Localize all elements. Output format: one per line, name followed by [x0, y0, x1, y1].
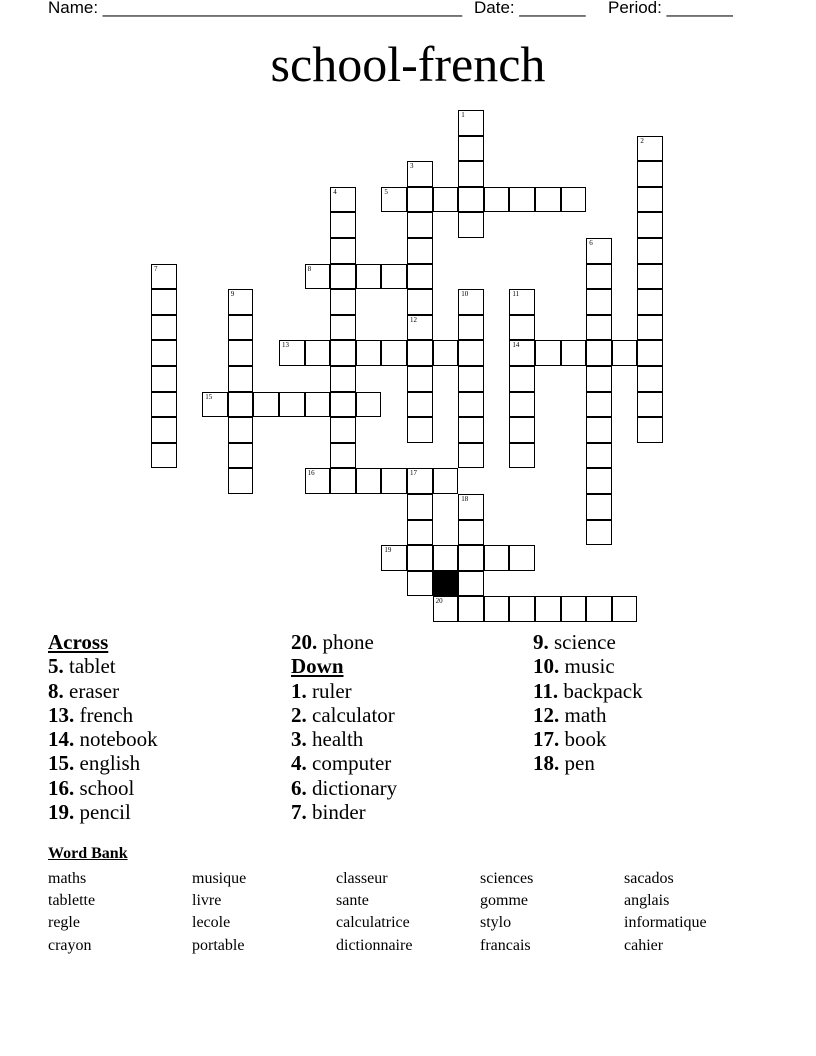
crossword-cell[interactable] — [253, 392, 279, 418]
crossword-cell[interactable] — [637, 366, 663, 392]
crossword-cell[interactable] — [356, 392, 382, 418]
word-bank-item: cahier — [624, 937, 664, 954]
crossword-cell[interactable] — [484, 596, 510, 622]
clue-number: 15 — [205, 392, 213, 401]
word-bank-item: musique — [192, 870, 247, 887]
crossword-cell[interactable] — [407, 161, 433, 187]
crossword-cell[interactable] — [151, 417, 177, 443]
crossword-cell[interactable] — [330, 264, 356, 290]
word-bank-item: stylo — [480, 914, 512, 931]
word-bank-item: gomme — [480, 892, 528, 909]
crossword-cell[interactable] — [509, 392, 535, 418]
clue-down-7: 7. binder — [291, 800, 366, 825]
clue-across-20: 20. phone — [291, 630, 374, 654]
word-bank-item: dictionnaire — [336, 937, 413, 954]
crossword-cell[interactable] — [151, 289, 177, 315]
crossword-cell[interactable] — [535, 340, 561, 366]
crossword-cell[interactable] — [381, 264, 407, 290]
clue-across-8: 8. eraser — [48, 678, 120, 703]
clues-column-3 — [533, 630, 643, 776]
clue-down-3: 3. health — [291, 727, 364, 752]
crossword-cell[interactable] — [228, 289, 254, 315]
crossword-cell[interactable] — [509, 289, 535, 315]
crossword-cell[interactable] — [407, 340, 433, 366]
crossword-cell[interactable] — [586, 366, 612, 392]
clue-number: 20 — [435, 597, 443, 606]
clue-down-11: 11. backpack — [533, 678, 643, 703]
crossword-cell[interactable] — [407, 520, 433, 546]
page-title: school-french — [270, 36, 546, 92]
word-bank-item: classeur — [336, 870, 388, 887]
crossword-cell[interactable] — [509, 443, 535, 469]
crossword-cell[interactable] — [356, 340, 382, 366]
crossword-cell[interactable] — [279, 392, 305, 418]
crossword-cell[interactable] — [458, 392, 484, 418]
clue-across-5: 5. tablet — [48, 654, 116, 679]
crossword-cell[interactable] — [586, 468, 612, 494]
crossword-cell[interactable] — [458, 571, 484, 597]
crossword-cell[interactable] — [381, 340, 407, 366]
crossword-cell[interactable] — [458, 136, 484, 162]
crossword-cell[interactable] — [330, 468, 356, 494]
crossword-cell[interactable] — [330, 366, 356, 392]
name-field-label: Name: ______________________________________ — [48, 0, 463, 17]
word-bank-item: lecole — [192, 914, 231, 931]
crossword-cell[interactable] — [330, 289, 356, 315]
crossword-cell[interactable] — [228, 392, 254, 418]
word-bank-item: portable — [192, 937, 245, 954]
crossword-cell[interactable] — [509, 596, 535, 622]
crossword-cell[interactable] — [586, 596, 612, 622]
crossword-cell[interactable] — [433, 187, 459, 213]
crossword-cell[interactable] — [586, 392, 612, 418]
crossword-cell[interactable] — [586, 289, 612, 315]
crossword-cell[interactable] — [637, 392, 663, 418]
crossword-cell[interactable] — [612, 596, 638, 622]
clue-number: 8 — [307, 264, 312, 273]
crossword-cell[interactable] — [586, 340, 612, 366]
crossword-cell[interactable] — [202, 392, 228, 418]
word-bank-item: regle — [48, 914, 80, 931]
crossword-cell[interactable] — [330, 212, 356, 238]
clue-number: 19 — [384, 546, 392, 555]
clue-down-9: 9. science — [533, 630, 616, 654]
crossword-cell[interactable] — [637, 187, 663, 213]
crossword-cell[interactable] — [228, 468, 254, 494]
crossword-cell[interactable] — [458, 187, 484, 213]
crossword-cell[interactable] — [407, 417, 433, 443]
crossword-cell[interactable] — [509, 187, 535, 213]
crossword-cell[interactable] — [509, 315, 535, 341]
clue-across-16: 16. school — [48, 775, 135, 800]
crossword-cell[interactable] — [381, 187, 407, 213]
clue-down-1: 1. ruler — [291, 678, 352, 703]
word-bank-item: sante — [336, 892, 369, 909]
crossword-cell[interactable] — [561, 596, 587, 622]
clue-across-15: 15. english — [48, 751, 141, 776]
clue-number: 14 — [512, 341, 520, 350]
clue-number: 18 — [461, 495, 469, 503]
crossword-cell[interactable] — [509, 340, 535, 366]
crossword-cell[interactable] — [356, 264, 382, 290]
clue-number: 11 — [512, 290, 520, 299]
crossword-cell[interactable] — [458, 212, 484, 238]
crossword-cell[interactable] — [637, 238, 663, 264]
crossword-cell[interactable] — [381, 545, 407, 571]
crossword-cell[interactable] — [561, 340, 587, 366]
crossword-cell[interactable] — [381, 468, 407, 494]
crossword-cell[interactable] — [228, 443, 254, 469]
crossword-cell[interactable] — [637, 340, 663, 366]
crossword-cell[interactable] — [586, 238, 612, 264]
crossword-cell[interactable] — [407, 212, 433, 238]
crossword-cell[interactable] — [151, 264, 177, 290]
clue-number: 7 — [154, 264, 158, 273]
crossword-cell[interactable] — [637, 289, 663, 315]
crossword-cell[interactable] — [305, 392, 331, 418]
word-bank-item: crayon — [48, 937, 92, 954]
period-field-label: Period: _______ — [608, 0, 733, 17]
crossword-cell[interactable] — [407, 494, 433, 520]
crossword-cell[interactable] — [433, 468, 459, 494]
word-bank-item: anglais — [624, 892, 670, 909]
word-bank-title: Word Bank — [48, 845, 128, 862]
crossword-cell[interactable] — [561, 187, 587, 213]
clue-down-18: 18. pen — [533, 751, 595, 776]
crossword-cell[interactable] — [458, 289, 484, 315]
crossword-cell[interactable] — [330, 392, 356, 418]
crossword-cell[interactable] — [458, 443, 484, 469]
clue-down-17: 17. book — [533, 727, 607, 752]
crossword-cell[interactable] — [458, 520, 484, 546]
crossword-cell[interactable] — [586, 520, 612, 546]
word-bank-item: maths — [48, 870, 87, 887]
crossword-cell[interactable] — [637, 136, 663, 162]
crossword-cell[interactable] — [458, 366, 484, 392]
crossword-cell[interactable] — [330, 238, 356, 264]
crossword-cell[interactable] — [305, 468, 331, 494]
crossword-cell[interactable] — [330, 443, 356, 469]
crossword-cell[interactable] — [151, 392, 177, 418]
crossword-cell[interactable] — [458, 315, 484, 341]
crossword-cell[interactable] — [458, 545, 484, 571]
crossword-cell[interactable] — [228, 340, 254, 366]
crossword-cell[interactable] — [586, 417, 612, 443]
crossword-cell[interactable] — [637, 212, 663, 238]
crossword-cell[interactable] — [458, 340, 484, 366]
clue-down-10: 10. music — [533, 654, 615, 679]
black-cell — [433, 571, 459, 597]
clue-number: 2 — [640, 136, 644, 145]
crossword-cell[interactable] — [407, 366, 433, 392]
crossword-cell[interactable] — [586, 494, 612, 520]
crossword-cell[interactable] — [509, 417, 535, 443]
crossword-cell[interactable] — [407, 571, 433, 597]
crossword-cell[interactable] — [612, 340, 638, 366]
word-bank-item: francais — [480, 937, 531, 954]
clues-column-1 — [48, 630, 158, 824]
crossword-cell[interactable] — [586, 264, 612, 290]
clue-down-2: 2. calculator — [291, 702, 395, 727]
crossword-cell[interactable] — [330, 417, 356, 443]
word-bank-item: calculatrice — [336, 914, 410, 931]
clue-number: 17 — [410, 469, 417, 478]
word-bank-item: sciences — [480, 870, 534, 887]
clue-number: 10 — [461, 290, 469, 299]
clues-column-2 — [291, 630, 397, 824]
crossword-cell[interactable] — [407, 315, 433, 341]
clue-number: 9 — [230, 290, 235, 299]
crossword-cell[interactable] — [509, 545, 535, 571]
crossword-cell[interactable] — [458, 494, 484, 520]
crossword-cell[interactable] — [637, 417, 663, 443]
clue-number: 4 — [333, 187, 337, 196]
crossword-cell[interactable] — [228, 417, 254, 443]
crossword-cell[interactable] — [330, 315, 356, 341]
date-field-label: Date: _______ — [474, 0, 586, 17]
clue-down-12: 12. math — [533, 702, 607, 727]
crossword-cell[interactable] — [535, 596, 561, 622]
word-bank-item: informatique — [624, 914, 707, 931]
crossword-cell[interactable] — [228, 366, 254, 392]
crossword-cell[interactable] — [407, 264, 433, 290]
crossword-cell[interactable] — [433, 340, 459, 366]
clue-down-4: 4. computer — [291, 751, 392, 776]
crossword-cell[interactable] — [151, 315, 177, 341]
crossword-cell[interactable] — [151, 340, 177, 366]
clue-number: 5 — [384, 187, 388, 196]
crossword-cell[interactable] — [458, 417, 484, 443]
clue-across-14: 14. notebook — [48, 727, 158, 752]
crossword-cell[interactable] — [484, 545, 510, 571]
clue-number: 13 — [282, 341, 289, 350]
crossword-cell[interactable] — [433, 545, 459, 571]
word-bank-item: sacados — [624, 870, 674, 887]
crossword-cell[interactable] — [586, 443, 612, 469]
clue-number: 1 — [461, 111, 465, 119]
crossword-cell[interactable] — [535, 187, 561, 213]
crossword-cell[interactable] — [305, 264, 331, 290]
crossword-cell[interactable] — [458, 596, 484, 622]
clue-number: 16 — [307, 469, 315, 478]
crossword-cell[interactable] — [637, 315, 663, 341]
crossword-cell[interactable] — [509, 366, 535, 392]
crossword-cell[interactable] — [407, 392, 433, 418]
crossword-cell[interactable] — [407, 289, 433, 315]
crossword-cell[interactable] — [330, 187, 356, 213]
word-bank-item: tablette — [48, 892, 96, 909]
clue-number: 12 — [410, 315, 417, 324]
crossword-cell[interactable] — [484, 187, 510, 213]
crossword-cell[interactable] — [407, 545, 433, 571]
crossword-cell[interactable] — [151, 366, 177, 392]
crossword-cell[interactable] — [151, 443, 177, 469]
across-heading: Across — [48, 630, 109, 654]
crossword-cell[interactable] — [433, 596, 459, 622]
down-heading: Down — [291, 654, 344, 679]
crossword-cell[interactable] — [407, 238, 433, 264]
crossword-cell[interactable] — [458, 110, 484, 136]
crossword-cell[interactable] — [330, 340, 356, 366]
word-bank-item: livre — [192, 892, 222, 909]
clue-number: 3 — [410, 162, 414, 171]
clue-across-13: 13. french — [48, 702, 134, 727]
crossword-cell[interactable] — [305, 340, 331, 366]
crossword-cell[interactable] — [356, 468, 382, 494]
crossword-cell[interactable] — [228, 315, 254, 341]
clue-number: 6 — [589, 239, 593, 247]
crossword-cell[interactable] — [637, 161, 663, 187]
crossword-cell[interactable] — [458, 161, 484, 187]
crossword-cell[interactable] — [407, 187, 433, 213]
crossword-cell[interactable] — [586, 315, 612, 341]
crossword-cell[interactable] — [279, 340, 305, 366]
clue-down-6: 6. dictionary — [291, 775, 398, 800]
crossword-cell[interactable] — [407, 468, 433, 494]
crossword-cell[interactable] — [637, 264, 663, 290]
clue-across-19: 19. pencil — [48, 800, 131, 825]
